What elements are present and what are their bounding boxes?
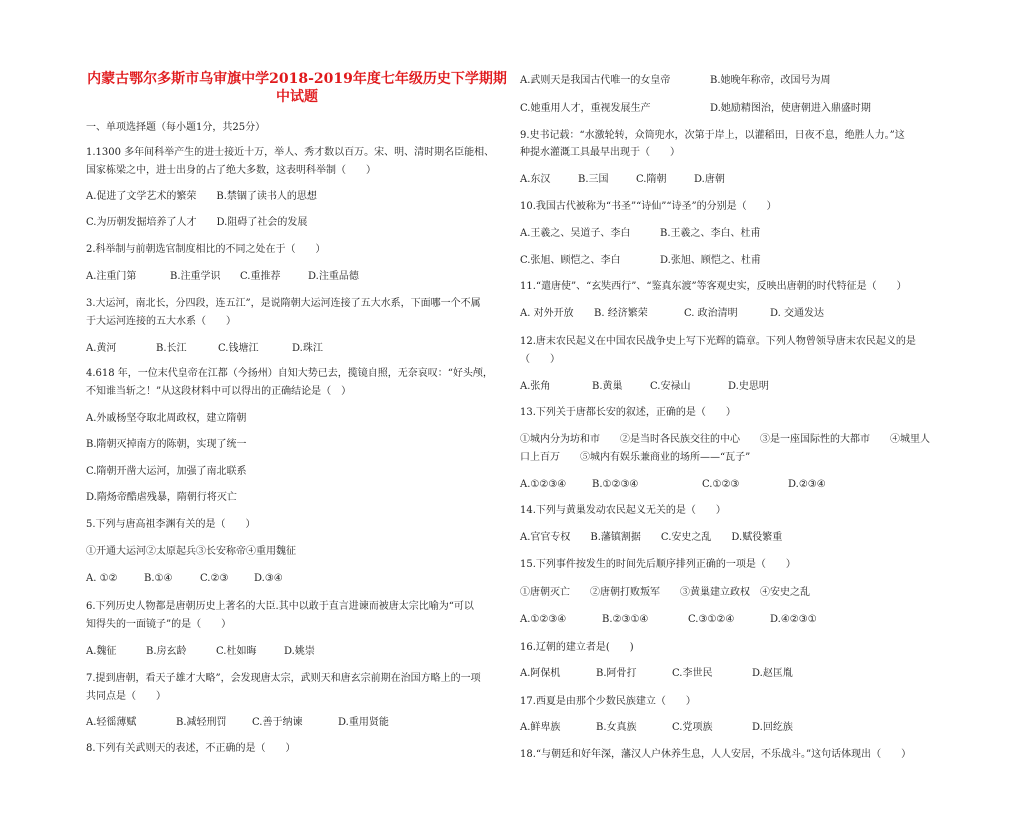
option: B.王羲之、李白、杜甫 [660, 228, 761, 239]
q12-line-1: 12.唐末农民起义在中国农民战争史上写下光辉的篇章。下列人物曾领导唐末农民起义的是 [520, 336, 916, 347]
option: C.重推荐 [240, 271, 281, 282]
q7-line-1: 7.提到唐朝，看天子雄才大略”，会发现唐太宗，武则天和唐玄宗前期在治国方略上的一项 [86, 673, 481, 684]
q13-statements-2: 口上百万 ⑤城内有娱乐兼商业的场所——“瓦子” [520, 452, 751, 463]
q11-options [520, 307, 824, 321]
option: B.②③①④ [602, 614, 649, 625]
option: D.张旭、顾恺之、杜甫 [660, 255, 761, 266]
q15-statements: ①唐朝灭亡 ②唐朝打败叛军 ③黄巢建立政权 ④安史之乱 [520, 587, 810, 598]
option: C.杜如晦 [216, 646, 257, 657]
option: D.史思明 [728, 381, 769, 392]
option: C.钱塘江 [218, 343, 259, 354]
title-line-2: 中试题 [276, 89, 318, 105]
q10-options-cd [520, 254, 761, 268]
option: C.隋朝 [636, 174, 667, 185]
q5-options [86, 572, 283, 586]
q11-stem: 11.“遣唐使”、“玄奘西行”、“鉴真东渡”等客观史实，反映出唐朝的时代特征是（ ） [520, 281, 907, 292]
option: B.减轻刑罚 [176, 717, 227, 728]
option: A. 对外开放 [520, 308, 574, 319]
q13-statements-1: ①城内分为坊和市 ②是当时各民族交往的中心 ③是一座国际性的大都市 ④城里人 [520, 434, 930, 445]
option: B.长江 [156, 343, 187, 354]
option: C.善于纳谏 [252, 717, 303, 728]
option: D.唐朝 [694, 174, 725, 185]
option: A.武则天是我国古代唯一的女皇帝 [520, 75, 671, 86]
section-heading: 一、单项选择题（每小题1分，共25分） [86, 122, 266, 133]
option: C.安禄山 [650, 381, 691, 392]
q5-statements: ①开通大运河②太原起兵③长安称帝④重用魏征 [86, 546, 296, 557]
q10-options-ab [520, 227, 761, 241]
option: C.②③ [200, 573, 229, 584]
title-line-1: 内蒙古鄂尔多斯市乌审旗中学2018-2019年度七年级历史下学期期 [87, 71, 507, 87]
q17-options [520, 721, 793, 735]
option: A. ①② [86, 573, 118, 584]
q3-line-2: 于大运河连接的五大水系（ ） [86, 316, 236, 327]
option: C. 政治清明 [684, 308, 738, 319]
q4-option-c: C.隋朝开凿大运河，加强了南北联系 [86, 466, 247, 477]
q18-stem: 18.“与朝廷和好年深，藩汉人户休养生息，人人安居，不乐战斗。”这句话体现出（ ） [520, 749, 912, 760]
option: A.魏征 [86, 646, 117, 657]
q13-options [520, 478, 826, 492]
q9-line-2: 种提水灌溉工具最早出现于（ ） [520, 147, 680, 158]
q15-stem: 15.下列事件按发生的时间先后顺序排列正确的一项是（ ） [520, 559, 796, 570]
q2-options [86, 270, 359, 284]
option: D.她励精图治，使唐朝进入鼎盛时期 [710, 103, 871, 114]
q4-line-2: 不知谁当斩之！”从这段材料中可以得出的正确结论是（ ） [86, 386, 352, 397]
option: A.王羲之、吴道子、李白 [520, 228, 631, 239]
q9-options [520, 173, 725, 187]
option: A.注重门第 [86, 271, 137, 282]
q4-line-1: 4.618 年，一位末代皇帝在江都（今扬州）自知大势已去，揽镜自照，无奈哀叹：“好头颅， [86, 368, 493, 379]
q14-options: A.官官专权 B.藩镇割据 C.安史之乱 D.赋役繁重 [520, 532, 783, 543]
option: B.注重学识 [170, 271, 221, 282]
option: A.阿保机 [520, 668, 561, 679]
q1-line-2: 国家栋梁之中，进士出身的占了绝大多数，这表明科举制（ ） [86, 165, 376, 176]
q8-options-cd [520, 102, 871, 116]
option: B. 经济繁荣 [594, 308, 648, 319]
option: D.珠江 [292, 343, 323, 354]
option: D.回纥族 [752, 722, 793, 733]
option: A.①②③④ [520, 614, 567, 625]
q12-line-2: （ ） [520, 354, 560, 365]
option: D. 交通发达 [770, 308, 825, 319]
option: A.东汉 [520, 174, 551, 185]
option: C.③①②④ [688, 614, 735, 625]
q6-line-1: 6.下列历史人物都是唐朝历史上著名的大臣.其中以敢于直言进谏而被唐太宗比喻为“可以 [86, 601, 474, 612]
option: B.黄巢 [592, 381, 623, 392]
q1-line-1: 1.1300 多年间科举产生的进士接近十万，举人、秀才数以百万。宋、明、清时期名臣能相、 [86, 147, 495, 158]
option: C.李世民 [672, 668, 713, 679]
option: A.黄河 [86, 343, 117, 354]
option: C.党项族 [672, 722, 713, 733]
q6-line-2: 知得失的一面镜子”的是（ ） [86, 619, 232, 630]
q12-options [520, 380, 769, 394]
option: A.轻徭薄赋 [86, 717, 137, 728]
option: A.张角 [520, 381, 551, 392]
option: D.赵匡胤 [752, 668, 793, 679]
option: B.三国 [578, 174, 609, 185]
q16-stem: 16.辽朝的建立者是( ) [520, 642, 634, 653]
q1-options-cd: C.为历朝发掘培养了人才 D.阻碍了社会的发展 [86, 217, 308, 228]
option: D.②③④ [788, 479, 826, 490]
option: C.①②③ [702, 479, 740, 490]
q6-options [86, 645, 315, 659]
q14-stem: 14.下列与黄巢发动农民起义无关的是（ ） [520, 505, 726, 516]
q17-stem: 17.西夏是由那个少数民族建立（ ） [520, 696, 696, 707]
option: D.重用贤能 [338, 717, 389, 728]
option: D.注重品德 [308, 271, 359, 282]
option: B.她晚年称帝，改国号为周 [710, 75, 831, 86]
q16-options [520, 667, 793, 681]
option: A.①②③④ [520, 479, 567, 490]
option: C.她重用人才，重视发展生产 [520, 103, 651, 114]
q7-line-2: 共同点是（ ） [86, 691, 166, 702]
option: D.④②③① [770, 614, 817, 625]
option: B.房玄龄 [146, 646, 187, 657]
q3-line-1: 3.大运河，南北长，分四段，连五江”，是说隋朝大运河连接了五大水系，下面哪一个不属 [86, 298, 481, 309]
option: B.①②③④ [592, 479, 639, 490]
q9-line-1: 9.史书记载：“水激轮转，众筒兜水，次第于岸上，以灌稻田，日夜不息，绝胜人力。”这 [520, 130, 905, 141]
option: A.鲜卑族 [520, 722, 561, 733]
option: D.③④ [254, 573, 283, 584]
q4-option-d: D.隋炀帝酷虐残暴，隋朝行将灭亡 [86, 492, 237, 503]
q15-options [520, 613, 817, 627]
q4-option-b: B.隋朝灭掉南方的陈朝，实现了统一 [86, 439, 247, 450]
q7-options [86, 716, 389, 730]
q13-stem: 13.下列关于唐都长安的叙述，正确的是（ ） [520, 407, 736, 418]
option: B.女真族 [596, 722, 637, 733]
option: B.阿骨打 [596, 668, 637, 679]
q4-option-a: A.外戚杨坚夺取北周政权，建立隋朝 [86, 413, 247, 424]
q8-stem: 8.下列有关武则天的表述，不正确的是（ ） [86, 743, 296, 754]
q1-options-ab: A.促进了文学艺术的繁荣 B.禁锢了读书人的思想 [86, 191, 317, 202]
q3-options [86, 342, 323, 356]
option: B.①④ [144, 573, 173, 584]
page-title [86, 70, 508, 106]
option: D.姚崇 [284, 646, 315, 657]
q8-options-ab [520, 74, 831, 88]
q10-stem: 10.我国古代被称为“书圣”“诗仙”“诗圣”的分别是（ ） [520, 201, 777, 212]
option: C.张旭、顾恺之、李白 [520, 255, 621, 266]
q5-stem: 5.下列与唐高祖李渊有关的是（ ） [86, 519, 256, 530]
q2-stem: 2.科举制与前朝选官制度相比的不同之处在于（ ） [86, 244, 326, 255]
